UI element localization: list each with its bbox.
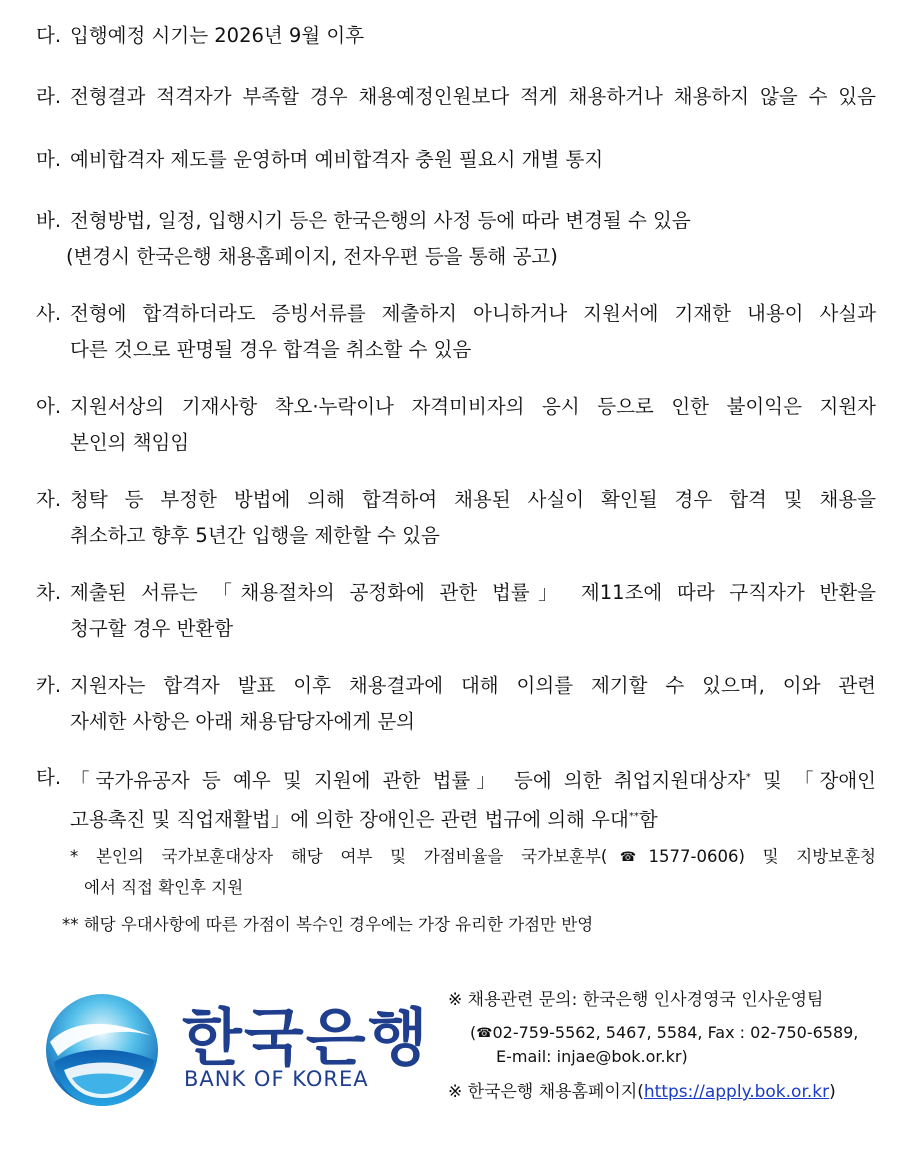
list-item-ja [36,482,876,554]
item-marker: 자. [36,488,62,511]
item-marker: 타. [36,766,62,789]
item-text-continued: 자세한 사항은 아래 채용담당자에게 문의 [70,710,416,733]
item-text: 전형방법, 일정, 입행시기 등은 한국은행의 사정 등에 따라 변경될 수 있음 [70,209,691,232]
footnote-text-continued: 에서 직접 확인후 지원 [84,878,244,897]
item-text-continued: 취소하고 향후 5년간 입행을 제한할 수 있음 [70,524,440,547]
item-text-continued [36,799,876,838]
item-text: 전형에 합격하더라도 증빙서류를 제출하지 아니하거나 지원서에 기재한 내용이 사실과 [70,302,876,325]
item-marker: 라. [36,85,62,108]
list-item-da [36,18,876,54]
footnote-marker: * [745,772,751,783]
item-text: 제출된 서류는 「채용절차의 공정화에 관한 법률」 제11조에 따라 구직자가 반환을 [70,581,876,604]
homepage-close: ) [829,1082,836,1102]
item-text: 지원자는 합격자 발표 이후 채용결과에 대해 이의를 제기할 수 있으며, 이와 관련 [70,674,876,697]
list-item-ma [36,142,876,178]
item-text: 전형결과 적격자가 부족할 경우 채용예정인원보다 적게 채용하거나 채용하지 않을 수 있음 [70,85,876,108]
footnote-text [70,842,876,873]
item-marker: 카. [36,674,62,697]
item-text-continued: 본인의 책임임 [70,431,190,454]
phone-icon: ☎ [476,1026,493,1041]
item-text-continued: 청구할 경우 반환함 [70,617,234,640]
item-marker: 마. [36,148,62,171]
phone-icon: ☎ [607,850,649,865]
item-marker: 사. [36,302,62,325]
item-marker: 차. [36,581,62,604]
item-text-part: 및 「장애인 [750,769,877,792]
item-text: 지원서상의 기재사항 착오·누락이나 자격미비자의 응시 등으로 인한 불이익은 지원자 [70,395,876,418]
bank-of-korea-logo [40,990,430,1100]
logo-name-korean: 한국은행 [182,1001,430,1074]
logo-emblem-icon [40,990,165,1115]
homepage-line [448,1077,836,1102]
item-text: 예비합격자 제도를 운영하며 예비합격자 충원 필요시 개별 통지 [70,148,604,171]
footnote-double-star: ** 해당 우대사항에 따른 가점이 복수인 경우에는 가장 유리한 가점만 반영 [62,915,594,934]
item-text-continued: (변경시 한국은행 채용홈페이지, 전자우편 등을 통해 공고) [66,245,558,268]
list-item-ta [36,760,876,838]
phone-prefix: ( [470,1023,477,1042]
item-text-continued: 다른 것으로 판명될 경우 합격을 취소할 수 있음 [70,338,472,361]
list-item-cha [36,575,876,647]
email-line: E-mail: injae@bok.or.kr) [496,1047,688,1066]
footnote-single-star [70,842,876,903]
list-item-sa [36,296,876,368]
list-item-ra [36,79,876,115]
item-text-part: 「국가유공자 등 예우 및 지원에 관한 법률」 등에 의한 취업지원대상자 [70,769,746,792]
footnote-text-part: 1577-0606) 및 지방보훈청 [648,847,876,866]
phone-line [470,1023,858,1042]
item-marker: 다. [36,24,62,47]
item-text [36,760,876,799]
logo-name-english: BANK OF KOREA [184,1067,369,1091]
item-text: 입행예정 시기는 2026년 9월 이후 [70,24,365,47]
item-text: 청탁 등 부정한 방법에 의해 합격하여 채용된 사실이 확인될 경우 합격 및 채용을 [70,488,876,511]
footnote-text-part: * 본인의 국가보훈대상자 해당 여부 및 가점비율을 국가보훈부( [70,847,608,866]
item-text-part: 고용촉진 및 직업재활법」에 의한 장애인은 관련 법규에 의해 우대 [70,808,629,831]
list-item-a [36,389,876,461]
list-item-ka [36,668,876,740]
phone-numbers: 02-759-5562, 5467, 5584, Fax : 02-750-6589, [492,1023,859,1042]
homepage-label: ※ 한국은행 채용홈페이지( [448,1082,644,1102]
item-text-part: 함 [638,808,658,831]
item-marker: 바. [36,209,62,232]
item-marker: 아. [36,395,62,418]
list-item-ba [36,203,876,275]
footnote-marker: ** [628,811,639,822]
homepage-link[interactable]: https://apply.bok.or.kr [643,1082,830,1102]
inquiry-line: ※ 채용관련 문의: 한국은행 인사경영국 인사운영팀 [448,990,824,1010]
